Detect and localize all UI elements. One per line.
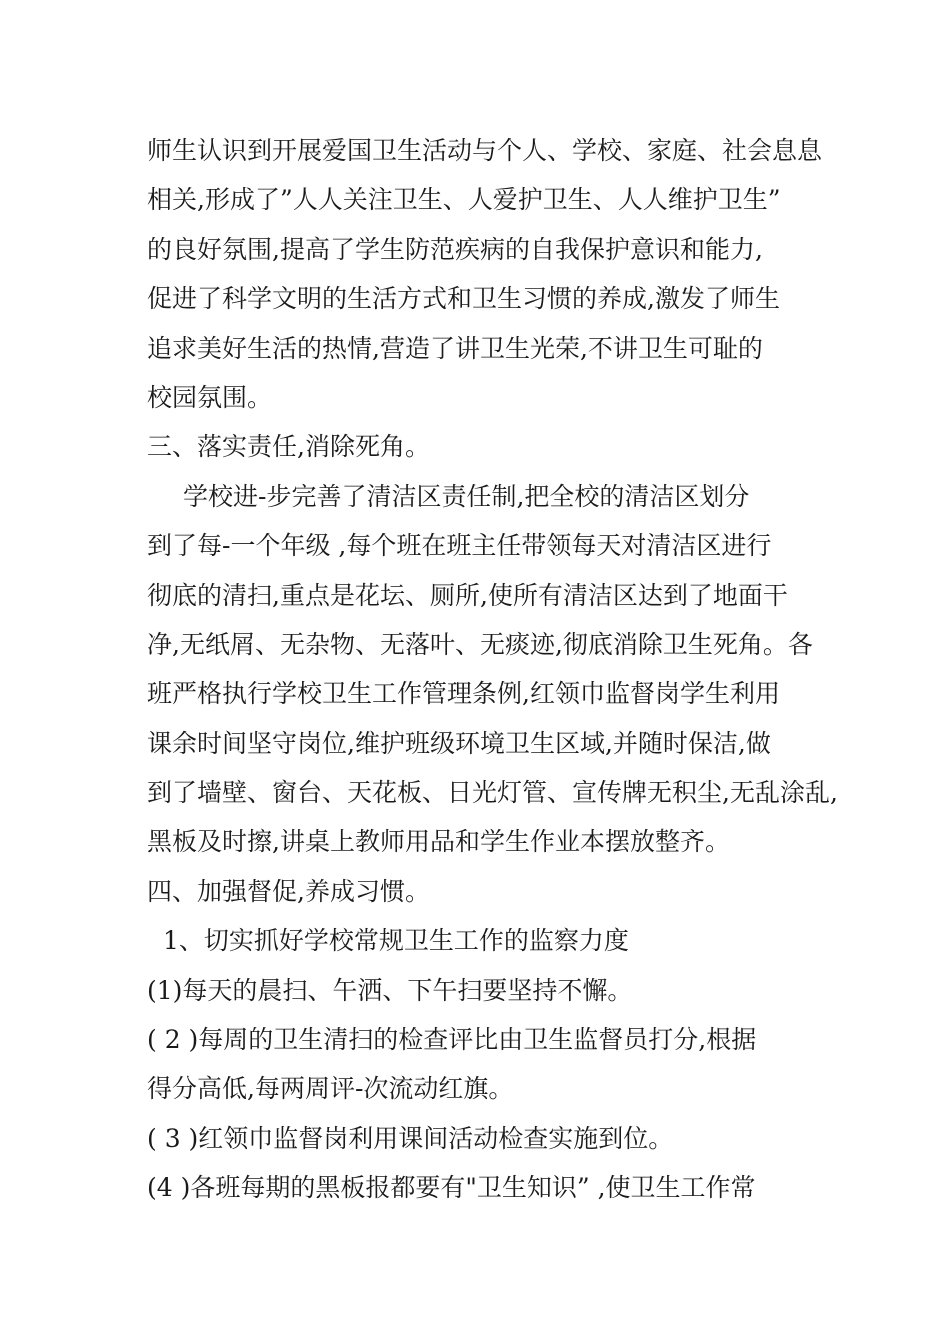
paragraph-line: 到了墙壁、窗台、天花板、日光灯管、宣传牌无积尘,无乱涂乱, bbox=[147, 778, 838, 808]
paragraph-line: 学校进-步完善了清洁区责任制,把全校的清洁区划分 bbox=[183, 481, 750, 511]
paragraph-line: 追求美好生活的热情,营造了讲卫生光荣,不讲卫生可耻的 bbox=[147, 333, 763, 363]
subsection-heading: 1、切实抓好学校常规卫生工作的监察力度 bbox=[163, 926, 629, 956]
list-item: (1)每天的晨扫、午洒、下午扫要坚持不懈。 bbox=[147, 975, 633, 1005]
list-item: ( 3 )红领巾监督岗利用课间活动检查实施到位。 bbox=[147, 1123, 674, 1153]
paragraph-line: 得分高低,每两周评-次流动红旗。 bbox=[147, 1074, 514, 1104]
paragraph-line: 师生认识到开展爱国卫生活动与个人、学校、家庭、社会息息 bbox=[147, 136, 823, 165]
section-heading-3: 三、落实责任,消除死角。 bbox=[147, 432, 430, 462]
paragraph-line: 课余时间坚守岗位,维护班级环境卫生区域,并随时保洁,做 bbox=[147, 728, 771, 758]
list-item: (4 )各班每期的黑板报都要有"卫生知识” ,使卫生工作常 bbox=[147, 1173, 756, 1203]
document-body bbox=[147, 126, 838, 1213]
paragraph-line: 促进了科学文明的生活方式和卫生习惯的养成,激发了师生 bbox=[147, 284, 780, 314]
paragraph-line: 到了每-一个年级 ,每个班在班主任带领每天对清洁区进行 bbox=[147, 531, 772, 561]
section-heading-4: 四、加强督促,养成习惯。 bbox=[147, 876, 430, 906]
paragraph-line: 的良好氛围,提高了学生防范疾病的自我保护意识和能力, bbox=[147, 234, 763, 264]
paragraph-line: 班严格执行学校卫生工作管理条例,红领巾监督岗学生利用 bbox=[147, 679, 780, 709]
list-item: ( 2 )每周的卫生清扫的检查评比由卫生监督员打分,根据 bbox=[147, 1025, 757, 1055]
paragraph-line: 校园氛围。 bbox=[147, 382, 273, 412]
paragraph-line: 净,无纸屑、无杂物、无落叶、无痰迹,彻底消除卫生死角。各 bbox=[147, 629, 813, 659]
paragraph-line: 相关,形成了”人人关注卫生、人爱护卫生、人人维护卫生” bbox=[147, 185, 781, 215]
paragraph-line: 黑板及时擦,讲桌上教师用品和学生作业本摆放整齐。 bbox=[147, 827, 730, 857]
paragraph-line: 彻底的清扫,重点是花坛、厕所,使所有清洁区达到了地面干 bbox=[147, 580, 788, 610]
